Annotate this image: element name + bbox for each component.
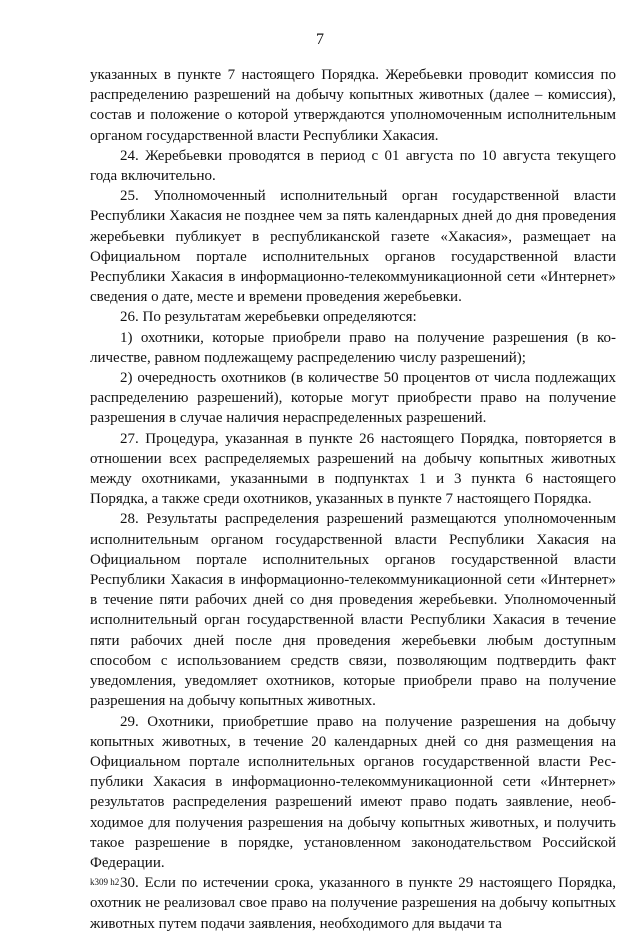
paragraph-27: 27. Процедура, указанная в пункте 26 настоящего Порядка, повторяется в отношении всех распределяемых разрешений на добычу копытных животных между охотниками, указанными в подпунктах 1 и 3 пункта 6 настоящего Порядка, а также среди охотников, указанных в пункте 7 настоящего Порядка.: [90, 430, 616, 508]
page-number: 7: [316, 31, 324, 48]
paragraph-29: 29. Охотники, приобретшие право на получение разрешения на добычу копытных животных, в течение 20 календарных дней со дня размещения на Официальном портале исполнительных органов государственной власти Республики Хакасия в информационно-телекоммуникационной сети «Интернет» результатов распределения разрешений имеют право подать заявление, необходимое для получения разрешения на добычу копытных животных, и получить такое разрешение в порядке, установленном законодательством Российской Федерации.: [90, 713, 616, 871]
paragraph-26-item-2: 2) очередность охотников (в количестве 50 процентов от числа подлежащих распределению разрешений), которые могут приобрести право на получение разрешения в случае наличия нераспределенных разрешений.: [90, 370, 616, 427]
footer-code: k309 h2: [90, 877, 120, 887]
paragraph-26: 26. По результатам жеребьевки определяются:: [120, 309, 417, 326]
paragraph-28: 28. Результаты распределения разрешений размещаются уполномоченным исполнительным органом государственной власти Республики Хакасия на Официальном портале исполнительных органов государственной власти Республики Хакасия в информационно-телекоммуникационной сети «Интернет» в течение пяти рабочих дней со дня проведения жеребьевки. Уполномоченный исполнительный орган государственной власти Республики Хакасия в течение пяти рабочих дней после дня проведения жеребьевки любым доступным способом с использованием средств связи, позволяющим подтвердить факт уведомления, уведомляет охотников, которые приобрели право на получение разрешения на добычу копытных животных.: [90, 511, 616, 710]
paragraph-30: 30. Если по истечении срока, указанного в пункте 29 настоящего Порядка, охотник не реализовал свое право на получение разрешения на добычу копытных животных путем подачи заявления, необходимого для выдачи та: [90, 875, 616, 932]
paragraph-continuation: указанных в пункте 7 настоящего Порядка. Жеребьевки проводит комиссия по распределению разрешений на добычу копытных животных (далее – комиссия), состав и положение о которой утверждаются уполномоченным исполнительным органом государственной власти Республики Хакасия.: [90, 67, 616, 144]
paragraph-26-item-1: 1) охотники, которые приобрели право на получение разрешения (в количестве, равном подлежащему распределению числу разрешений);: [90, 329, 616, 366]
paragraph-24: 24. Жеребьевки проводятся в период с 01 августа по 10 августа текущего года включительно.: [90, 147, 616, 185]
document-body: [90, 65, 616, 934]
paragraph-25: 25. Уполномоченный исполнительный орган государственной власти Республики Хакасия не позднее чем за пять календарных дней до дня проведения жеребьевки публикует в республиканской газете «Хакасия», размещает на Официальном портале исполнительных органов государственной власти Республики Хакасия в информационно-телекоммуникационной сети «Интернет» сведения о дате, месте и времени проведения жеребьевки.: [90, 188, 616, 306]
